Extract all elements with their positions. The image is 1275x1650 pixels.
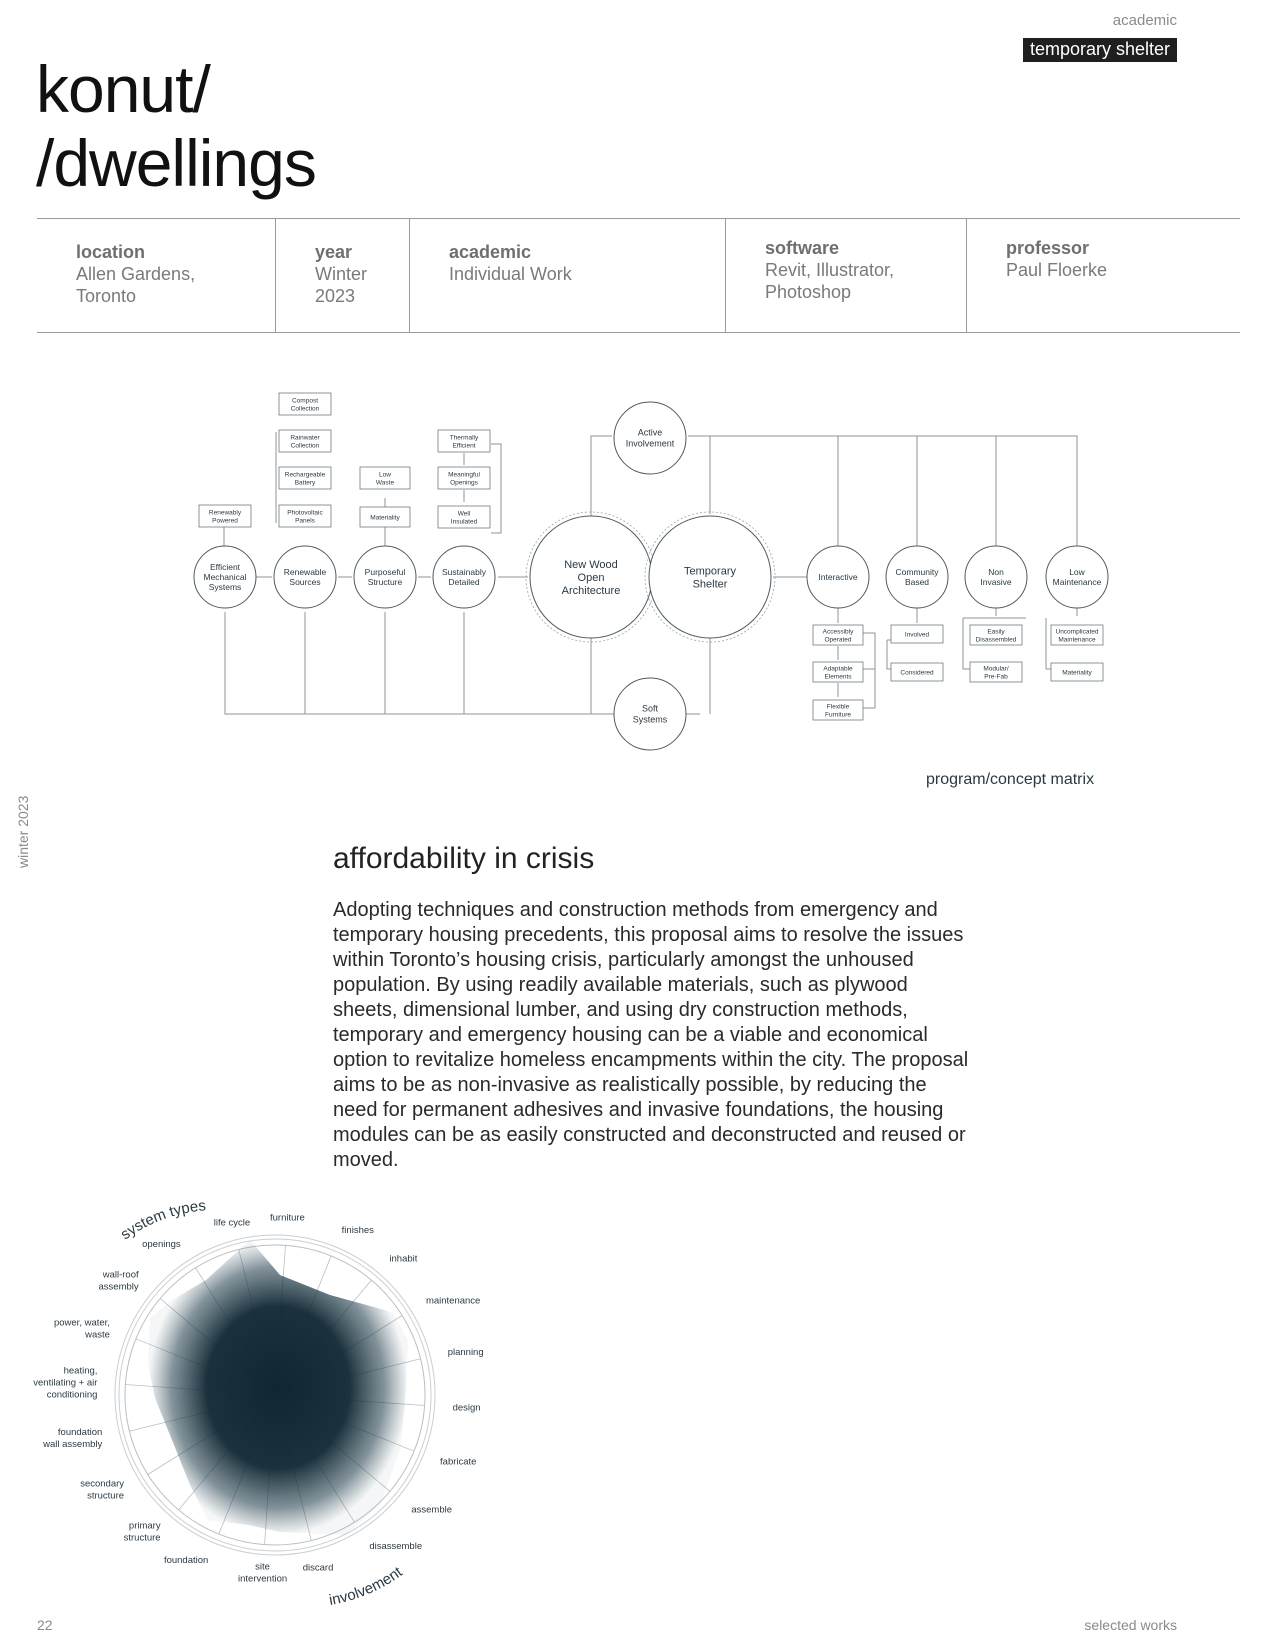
matrix-box-label: Panels: [295, 517, 315, 525]
matrix-node-newwood: [526, 512, 656, 642]
article-body: Adopting techniques and construction methods from emergency and temporary housing precedents, this proposal aims to resolve the issues within Toronto’s housing crisis, particularly amongst the unhoused population. By using readily available materials, such as plywood sheets, dimensional lumber, and using dry construction methods, temporary and emergency housing can be a viable and economical option to revitalize homeless encampments within the city. The proposal aims to be as non-invasive as realistically possible, by reducing the need for permanent adhesives and invasive foundations, the housing modules can be as easily constructed and deconstructed and reused or moved.: [333, 899, 969, 1171]
matrix-node-label: Shelter: [692, 578, 728, 591]
radar-label-discard: discard: [302, 1562, 334, 1574]
matrix-box-renewably: [199, 505, 251, 527]
radar-chart: [0, 1200, 520, 1620]
matrix-box-label: Materiality: [370, 514, 400, 522]
matrix-box-label: Maintenance: [1058, 636, 1096, 644]
info-value: Paul Floerke: [1006, 260, 1108, 280]
matrix-box-label: Well: [457, 510, 471, 518]
info-label: year: [315, 242, 353, 262]
matrix-box-label: Openings: [450, 479, 478, 487]
side-label-container: [15, 795, 87, 884]
matrix-box-label: Considered: [900, 669, 934, 677]
matrix-box-materiality2: [1051, 663, 1103, 681]
radar-label-pww: power, water, waste: [53, 1317, 110, 1341]
info-label: academic: [449, 242, 532, 262]
matrix-node-label: Purposeful: [364, 566, 406, 577]
radar-label-finishes: finishes: [341, 1224, 374, 1236]
matrix-node-label: Based: [904, 576, 930, 587]
matrix-node-community: [886, 546, 948, 608]
matrix-box-label: Rainwater: [290, 434, 320, 442]
matrix-node-label: Non: [988, 566, 1004, 577]
radar-label-fabricate: fabricate: [440, 1456, 477, 1468]
matrix-node-label: Interactive: [818, 571, 858, 582]
radar-label-primary: primary structure: [123, 1520, 161, 1544]
matrix-node-label: Sustainably: [442, 566, 486, 577]
matrix-box-easily: [970, 625, 1022, 645]
info-label: software: [765, 238, 840, 258]
radar-label-foundationwall: foundation wall assembly: [43, 1427, 103, 1451]
radar-group-system-types: system types: [117, 1200, 207, 1244]
matrix-box-label: Battery: [294, 479, 316, 487]
info-label: professor: [1006, 238, 1090, 258]
matrix-box-label: Insulated: [450, 518, 478, 526]
matrix-box-materiality1: [360, 507, 410, 527]
matrix-box-label: Efficient: [452, 442, 476, 450]
matrix-node-lowmaint: [1046, 546, 1108, 608]
matrix-node-purposeful: [354, 546, 416, 608]
matrix-box-battery: [279, 467, 331, 489]
info-value: Winter 2023: [315, 264, 368, 306]
matrix-box-label: Uncomplicated: [1055, 628, 1099, 636]
radar-label-foundation: foundation: [163, 1555, 209, 1567]
matrix-node-label: Soft: [641, 703, 659, 714]
matrix-box-label: Collection: [290, 405, 320, 413]
matrix-box-label: Accessibly: [822, 628, 854, 636]
matrix-box-accessibly: [813, 625, 863, 645]
matrix-node-renewable: [274, 546, 336, 608]
matrix-node-label: Architecture: [561, 584, 621, 597]
radar-label-wallroof: wall-roof assembly: [98, 1269, 139, 1293]
matrix-box-label: Flexible: [826, 703, 850, 711]
radar-value-shape: [148, 1240, 408, 1535]
matrix-circles: [194, 402, 1108, 750]
radar-label-secondary: secondary structure: [80, 1478, 125, 1502]
matrix-node-temporary: [645, 512, 775, 642]
title-line-2: /dwellings: [36, 126, 316, 200]
matrix-node-label: Systems: [208, 581, 242, 592]
page-number: 22: [37, 1617, 53, 1633]
matrix-box-considered: [891, 663, 943, 681]
matrix-box-label: Meaningful: [448, 471, 480, 479]
matrix-box-label: Furniture: [824, 711, 852, 719]
matrix-box-involved: [891, 625, 943, 643]
matrix-node-label: Temporary: [684, 565, 736, 578]
matrix-node-label: Involvement: [625, 438, 675, 449]
matrix-box-label: Waste: [375, 479, 395, 487]
matrix-node-interactive: [807, 546, 869, 608]
matrix-box-rainwater: [279, 430, 331, 452]
matrix-node-label: Invasive: [980, 576, 1012, 587]
matrix-box-wellinsulated: [438, 506, 490, 528]
matrix-box-label: Disassembled: [975, 636, 1017, 644]
matrix-node-label: Structure: [367, 576, 403, 587]
radar-label-assemble: assemble: [411, 1504, 453, 1516]
matrix-node-soft: [614, 678, 686, 750]
matrix-box-label: Involved: [904, 631, 930, 639]
article-heading: affordability in crisis: [333, 842, 595, 875]
radar-label-planning: planning: [447, 1346, 484, 1358]
matrix-box-label: Operated: [824, 636, 852, 644]
matrix-box-label: Modular/: [983, 665, 1009, 673]
radar-label-design: design: [452, 1402, 481, 1414]
matrix-caption: program/concept matrix: [926, 771, 1095, 788]
matrix-box-label: Easily: [987, 628, 1005, 636]
matrix-box-label: Renewably: [208, 509, 242, 517]
info-value: Individual Work: [449, 264, 572, 284]
radar-label-lifecycle: life cycle: [213, 1217, 251, 1229]
matrix-node-sustainably: [433, 546, 495, 608]
radar-label-maintenance: maintenance: [425, 1295, 481, 1307]
matrix-box-uncomplicated: [1051, 625, 1103, 645]
matrix-node-active: [614, 402, 686, 474]
side-label: winter 2023: [15, 795, 31, 868]
concept-matrix-diagram: [0, 0, 1275, 780]
matrix-node-label: Open: [577, 571, 605, 584]
footer-section: selected works: [1084, 1617, 1177, 1633]
matrix-box-thermally: [438, 430, 490, 452]
matrix-box-label: Materiality: [1062, 669, 1092, 677]
radar-label-hvac: heating, ventilating + air conditioning: [33, 1365, 98, 1401]
matrix-node-label: Detailed: [448, 576, 480, 587]
matrix-box-label: Elements: [824, 673, 852, 681]
matrix-node-label: Maintenance: [1052, 576, 1102, 587]
matrix-box-label: Compost: [291, 397, 319, 405]
matrix-box-modular: [970, 662, 1022, 682]
title-line-1: konut/: [36, 52, 210, 126]
matrix-node-label: Low: [1069, 566, 1085, 577]
matrix-box-flexible: [813, 700, 863, 720]
radar-label-site: site intervention: [238, 1561, 288, 1585]
radar-label-furniture: furniture: [269, 1212, 305, 1224]
matrix-box-label: Rechargeable: [284, 471, 326, 479]
radar-label-disassemble: disassemble: [369, 1540, 423, 1552]
matrix-box-adaptable: [813, 662, 863, 682]
radar-label-inhabit: inhabit: [389, 1253, 418, 1265]
matrix-box-label: Low: [379, 471, 391, 479]
matrix-node-noninvasive: [965, 546, 1027, 608]
matrix-node-label: Active: [637, 427, 663, 438]
radar-label-openings: openings: [142, 1239, 181, 1251]
radar-group-involvement: involvement: [327, 1563, 406, 1609]
matrix-node-efficient: [194, 546, 256, 608]
matrix-node-label: Systems: [632, 714, 668, 725]
matrix-box-photovoltaic: [279, 505, 331, 527]
matrix-node-label: Renewable: [283, 566, 327, 577]
matrix-node-label: Mechanical: [203, 571, 247, 582]
category-label: academic: [1112, 12, 1177, 29]
matrix-box-label: Powered: [212, 517, 238, 525]
matrix-node-label: Community: [895, 566, 939, 577]
matrix-box-label: Collection: [290, 442, 320, 450]
matrix-box-label: Photovoltaic: [287, 509, 323, 517]
matrix-box-label: Adaptable: [823, 665, 853, 673]
matrix-node-label: Efficient: [209, 561, 241, 572]
info-value: Revit, Illustrator, Photoshop: [765, 260, 895, 302]
matrix-box-label: Thermally: [449, 434, 479, 442]
matrix-box-label: Pre-Fab: [984, 673, 1008, 681]
matrix-node-label: New Wood: [564, 558, 618, 571]
project-tag: temporary shelter: [1023, 38, 1177, 62]
matrix-node-label: Sources: [289, 576, 321, 587]
matrix-box-compost: [279, 393, 331, 415]
info-label: location: [76, 242, 146, 262]
matrix-box-lowwaste: [360, 467, 410, 489]
info-value: Allen Gardens, Toronto: [76, 264, 196, 306]
matrix-box-meaningful: [438, 467, 490, 489]
